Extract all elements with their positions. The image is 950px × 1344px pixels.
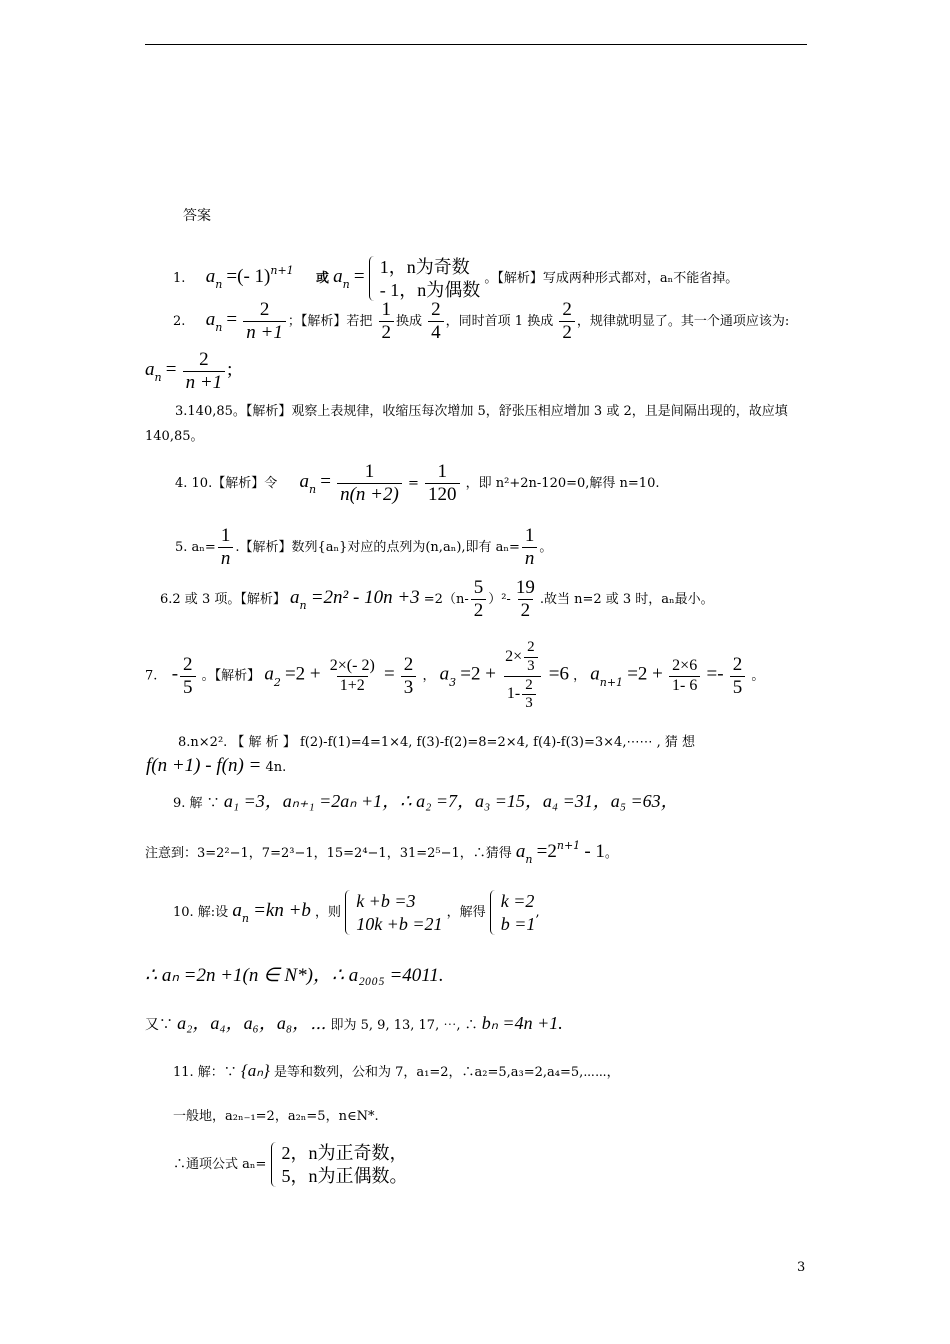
answer-7-a3-den-pre: 1-: [506, 685, 521, 703]
answer-10-expr-sub: n: [241, 912, 249, 925]
answer-2-text-3: ，同时首项 1 换成: [445, 313, 554, 329]
answer-7-an1-r-num: 2: [732, 653, 743, 675]
answer-3-line-2: 140,85。: [145, 429, 204, 444]
answer-4-fraction-1: [337, 462, 402, 505]
answer-5-text: .【解析】数列{aₙ}对应的点列为(n,aₙ),即有 aₙ=: [235, 539, 520, 555]
answer-7-a3-fraction: [502, 640, 543, 712]
answer-7-f0-num: 2: [183, 653, 193, 675]
answer-2-fraction-1: [379, 300, 395, 343]
answer-1-lhs2: a: [333, 266, 343, 287]
answer-5-fraction-1: [218, 526, 234, 569]
answer-10-number: 10. 解:设: [173, 905, 229, 920]
answer-1-lhs: a: [205, 266, 216, 287]
answer-8-text: 4n.: [265, 760, 287, 775]
answer-7-a3-eq: =2 +: [460, 663, 496, 685]
answer-1-or: 或: [315, 271, 329, 286]
answer-11: [173, 1062, 620, 1079]
answer-4-lhs-sub: n: [309, 482, 317, 496]
page-number: 3: [797, 1260, 806, 1275]
answer-4-number: 4. 10.【解析】令: [175, 475, 278, 491]
answer-10-line-3-mid: 即为 5, 9, 13, 17, ⋯, ∴: [330, 1018, 478, 1033]
answer-2-text-2: 换成: [396, 313, 423, 329]
answer-2-fraction: [243, 300, 286, 343]
answer-11-line-3-pre: ∴通项公式 aₙ=: [173, 1157, 267, 1172]
answer-6-expr-rest: =2n² - 10n +3: [310, 586, 420, 608]
answer-6: [160, 578, 714, 621]
answer-2-lhs: a: [205, 308, 216, 330]
answer-5-f2-num: 1: [524, 525, 535, 546]
answer-7-a3-num-frac: [524, 640, 538, 675]
answer-2-eq: =: [226, 308, 238, 330]
answer-2-formula: [145, 350, 232, 393]
answer-6-f1-den: 2: [471, 599, 487, 621]
answer-9-line-2-end-math: - 1: [584, 841, 605, 862]
answer-2-formula-num: 2: [199, 349, 209, 370]
answer-7-an1-r-den: 5: [730, 676, 746, 698]
answer-8-line-1: 8.n×2². 【 解 析 】 f(2)-f(1)=4=1×4, f(3)-f(2)=8=2×4, f(4)-f(3)=3×4,⋯⋯ , 猜 想: [178, 735, 695, 750]
answer-9-line-2-a: a: [515, 841, 526, 862]
answer-10-line-3-pre: 又∵: [145, 1017, 173, 1033]
answer-9-line-2: [145, 839, 618, 866]
answer-1-case-1: 1，n为奇数: [379, 257, 470, 277]
answer-6-f2-num: 19: [515, 577, 535, 598]
answer-9-line-2-end: 。: [604, 846, 618, 861]
answer-10-line-2-math: ∴ aₙ =2n +1(n ∈ N*)，∴ a₂₀₀₅ =4011.: [145, 965, 444, 986]
section-heading: 答案: [183, 208, 211, 224]
answer-4-f1-den: n(n +2): [337, 483, 402, 505]
answer-2-number: 2.: [173, 313, 186, 329]
answer-11-case-2: 5，n为正偶数。: [281, 1165, 408, 1186]
answer-7-a3-denominator: [504, 676, 541, 713]
answer-10-line-3: [145, 1014, 563, 1032]
answer-10-line-3-end: bₙ =4n +1.: [481, 1013, 563, 1033]
answer-7-a3-num-top: 2×: [505, 647, 523, 665]
answer-6-f2-den: 2: [518, 599, 534, 621]
answer-7-a3-num-f-num: 2: [527, 639, 535, 655]
answer-2-f1-num: 1: [381, 299, 392, 320]
answer-7-an1-eq2: =-: [706, 663, 724, 685]
answer-7-a2-result: [401, 655, 417, 698]
answer-4-lhs: a: [299, 470, 309, 492]
answer-10-line-2: [145, 966, 444, 985]
answer-2-f1-den: 2: [379, 321, 395, 343]
answer-5: [175, 526, 552, 569]
answer-7-an1-fraction: [669, 658, 700, 695]
answer-6-number: 6.2 或 3 项。【解析】: [160, 591, 286, 607]
answer-11-line-2: 一般地，a₂ₙ₋₁=2，a₂ₙ=5，n∈N*.: [173, 1109, 379, 1124]
answer-7-text: 。【解析】: [201, 668, 261, 684]
answer-7-a2-eq2: =: [383, 663, 395, 685]
answer-2-frac-den: n +1: [243, 321, 286, 343]
answer-1-eq: =(- 1): [226, 266, 271, 287]
answer-2-formula-den: n +1: [183, 371, 226, 393]
answer-5-end: 。: [539, 539, 553, 555]
answer-5-fraction-2: [522, 526, 538, 569]
answer-7-f0-den: 5: [180, 676, 196, 698]
answer-2-formula-fraction: [183, 350, 226, 393]
answer-6-f1-num: 5: [473, 577, 484, 598]
answer-7-a3-den-f-den: 3: [522, 694, 536, 712]
answer-9-line-2-sub: n: [525, 853, 533, 866]
answer-7-number: 7.: [145, 668, 158, 684]
answer-10-solve: ，解得: [446, 905, 486, 920]
answer-10-system-1: [345, 890, 442, 935]
answer-10-sys2-b: b =1: [500, 913, 536, 934]
answer-7-an1-sub: n+1: [599, 675, 624, 689]
answer-9-line-2-sup: n+1: [556, 839, 581, 852]
answer-5-f1-den: n: [218, 547, 234, 569]
answer-1-lhs2-sub: n: [342, 278, 350, 291]
answer-7-a3: a: [439, 663, 450, 685]
answer-7-a2-eq: =2 +: [284, 663, 321, 685]
answer-7-a3-den-frac: [522, 678, 536, 713]
answer-9-number: 9. 解 ∵: [173, 796, 220, 811]
answer-2-text-4: ，规律就明显了。其一个通项应该为:: [576, 313, 790, 329]
answer-7-an1-num: 2×6: [672, 656, 698, 674]
answer-11-line-3: [173, 1142, 408, 1187]
answer-7-end: 。: [751, 668, 765, 684]
answer-5-number: 5. aₙ=: [175, 539, 216, 555]
answer-2-f3-den: 2: [559, 321, 575, 343]
answer-11-case-1: 2，n为正奇数，: [281, 1143, 408, 1163]
answer-1-case-2: - 1，n为偶数: [379, 279, 481, 300]
answer-7-sep2: ，: [573, 668, 587, 684]
answer-7-neg: -: [171, 663, 179, 685]
answer-7-an1: a: [590, 663, 600, 685]
answer-1-eq-sup: n+1: [270, 264, 294, 277]
answer-2-f3-num: 2: [562, 299, 572, 320]
answer-1-eq2: =: [353, 266, 365, 287]
answer-9-expr: a₁ =3，aₙ₊₁ =2aₙ +1，∴ a₂ =7，a₃ =15，a₄ =31，a₅ =63，: [223, 791, 679, 811]
answer-4-f2-den: 120: [425, 483, 460, 505]
answer-7-an1-result: [730, 655, 746, 698]
answer-10-then: ，则: [315, 905, 342, 920]
answer-2: [173, 300, 789, 343]
answer-9: [173, 792, 679, 810]
answer-4-eq2: =: [407, 475, 419, 491]
answer-10-sys1-b: 10k +b =21: [356, 913, 443, 934]
answer-1-lhs-sub: n: [215, 278, 223, 291]
answer-4-f2-num: 1: [437, 461, 448, 482]
answer-6-fraction-1: [471, 578, 487, 621]
answer-6-expr: a: [289, 586, 300, 608]
answer-8-line-2: [146, 756, 286, 775]
answer-6-expr-sub: n: [299, 598, 307, 612]
answer-11-number: 11. 解：∵: [173, 1065, 237, 1080]
answer-7-a3-den-f-num: 2: [525, 676, 533, 693]
answer-11-text: 是等和数列，公和为 7，a₁=2，∴a₂=5,a₃=2,a₄=5,⋯⋯，: [273, 1065, 620, 1080]
answer-7-a3-numerator: [502, 640, 543, 676]
answer-4-text: ，即 n²+2n-120=0,解得 n=10.: [465, 475, 660, 491]
answer-7-a2-den: 1+2: [337, 676, 368, 695]
answer-11-cases: [271, 1142, 408, 1187]
answer-2-formula-sub: n: [154, 370, 162, 384]
answer-7-a3-sub: 3: [449, 675, 457, 689]
answer-10-sys1-a: k +b =3: [356, 891, 416, 911]
answer-1-cases: [369, 256, 481, 301]
answer-2-formula-end: ;: [227, 358, 233, 380]
answer-2-lhs-sub: n: [215, 320, 223, 334]
answer-7-an1-eq: =2 +: [627, 663, 663, 685]
answer-2-text-1: ；【解析】若把: [287, 313, 373, 329]
answer-10-expr-rest: =kn +b: [253, 900, 311, 921]
answer-2-f2-den: 4: [428, 321, 444, 343]
answer-2-fraction-3: [559, 300, 575, 343]
answer-7-a3-num-f-den: 3: [524, 657, 538, 675]
answer-7-sep: ，: [422, 668, 436, 684]
answer-2-fraction-2: [428, 300, 444, 343]
answer-2-frac-num: 2: [259, 299, 270, 320]
answer-7-a3-result: =6: [548, 663, 569, 685]
answer-7-an1-den: 1- 6: [669, 676, 700, 695]
answer-10-line-3-math: a₂，a₄，a₆，a₈，⋯: [177, 1013, 327, 1033]
answer-6-mid: =2（n-: [423, 591, 469, 607]
answer-7-a2-r-num: 2: [403, 653, 414, 675]
answer-8-math: f(n +1) - f(n) =: [146, 755, 262, 776]
answer-4: [175, 462, 659, 505]
answer-10-expr: a: [232, 900, 242, 921]
answer-1-number: 1.: [173, 271, 186, 286]
answer-2-formula-lhs: a: [145, 358, 155, 380]
answer-6-mid2: ）²-: [488, 591, 511, 607]
answer-5-f1-num: 1: [220, 525, 231, 546]
answer-9-line-2-rest: =2: [536, 841, 557, 862]
answer-1: [173, 256, 738, 301]
header-rule: [145, 44, 807, 45]
answer-7-fraction-0: [180, 655, 196, 698]
answer-7: [145, 640, 764, 712]
answer-4-f1-num: 1: [364, 461, 375, 482]
answer-4-eq: =: [320, 470, 331, 492]
answer-7-a2: a: [264, 663, 274, 685]
answer-7-a2-num: 2×(- 2): [329, 656, 375, 674]
answer-11-seq: {aₙ}: [240, 1061, 270, 1080]
answer-4-fraction-2: [425, 462, 460, 505]
answer-10-system-2: [490, 890, 536, 935]
answer-2-f2-num: 2: [431, 299, 441, 320]
answer-10-sys2-a: k =2: [500, 891, 535, 911]
answer-1-text: 。【解析】写成两种形式都对，aₙ不能省掉。: [484, 271, 739, 286]
answer-3-line-1: 3.140,85。【解析】观察上表规律，收缩压每次增加 5，舒张压相应增加 3 或 2，且是间隔出现的，故应填: [175, 404, 788, 419]
answer-2-formula-eq: =: [165, 358, 177, 380]
answer-7-a2-r-den: 3: [401, 676, 417, 698]
answer-6-text: .故当 n=2 或 3 时，aₙ最小。: [539, 591, 714, 607]
answer-5-f2-den: n: [522, 547, 538, 569]
answer-9-line-2-text: 注意到：3=2²−1，7=2³−1，15=2⁴−1，31=2⁵−1，∴猜得: [145, 846, 512, 861]
answer-10-end: ,: [535, 905, 540, 920]
answer-7-a2-sub: 2: [273, 675, 281, 689]
answer-10: [173, 890, 540, 935]
answer-6-fraction-2: [513, 578, 538, 621]
answer-7-a2-fraction: [327, 658, 378, 695]
